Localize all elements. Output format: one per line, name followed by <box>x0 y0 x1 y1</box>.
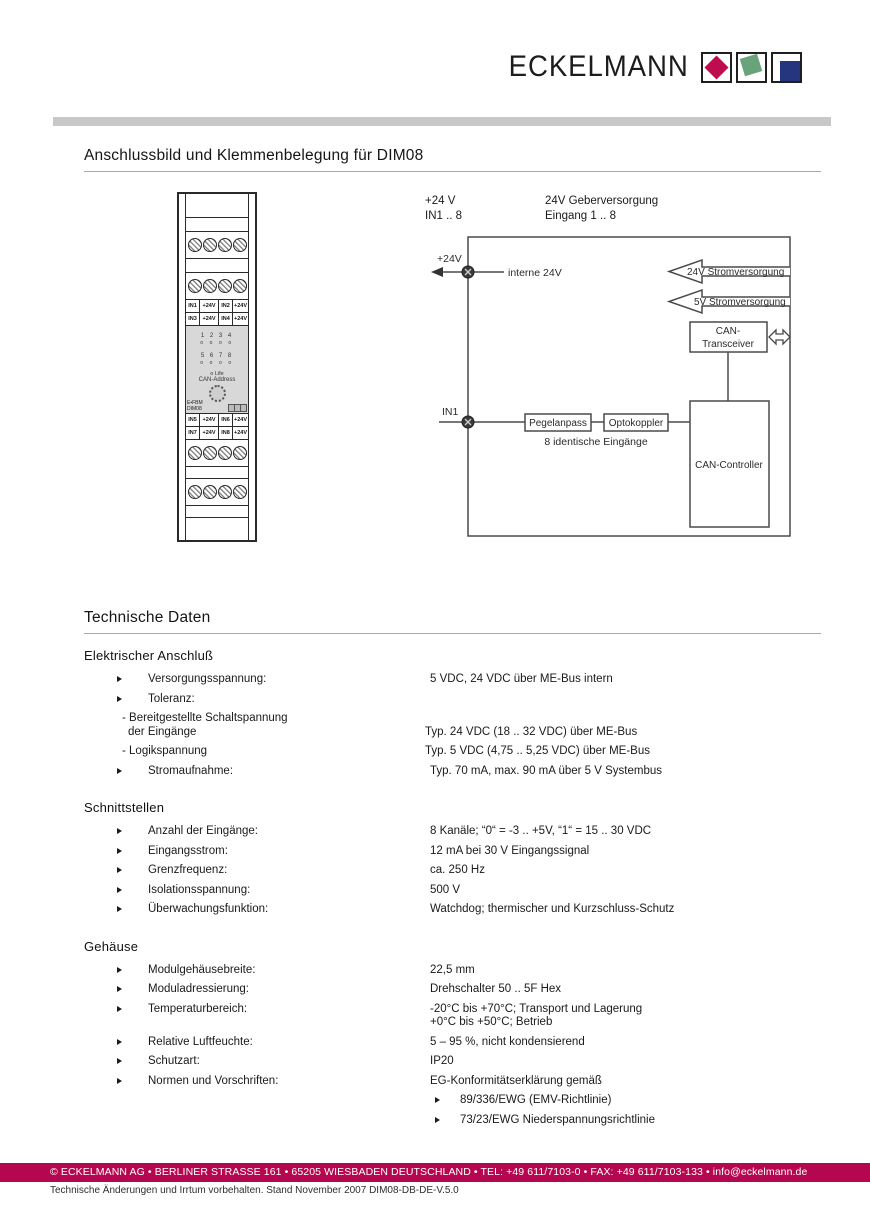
spec-row <box>84 825 821 839</box>
module-rail-left <box>179 194 186 540</box>
module-terminal-labels-top <box>186 300 248 326</box>
legend-row <box>425 209 658 224</box>
spec-label: Relative Luftfeuchte: <box>148 1035 253 1048</box>
spec-label: Temperaturbereich: <box>148 1002 248 1015</box>
can-address-label: CAN-Address <box>198 377 236 383</box>
supply-5v-label: 5V Stromversorgung <box>694 297 786 308</box>
terminal-label: +24V <box>200 313 218 325</box>
bullet-icon <box>117 696 128 702</box>
section-title-technische-daten: Technische Daten <box>84 609 821 634</box>
module-blank-section <box>186 218 248 232</box>
bullet-icon <box>117 828 128 834</box>
bullet-icon <box>117 676 128 682</box>
screw-terminal-icon <box>203 485 217 499</box>
subsection-title-schnittstellen: Schnittstellen <box>84 800 165 815</box>
spec-label: Grenzfrequenz: <box>148 864 228 876</box>
bullet-icon <box>117 1039 128 1045</box>
subsection-title-gehaeuse: Gehäuse <box>84 938 139 954</box>
legend-desc: Eingang 1 .. 8 <box>545 210 616 222</box>
screw-terminal-icon <box>188 279 202 293</box>
spec-value: Typ. 70 mA, max. 90 mA über 5 V Systembus <box>430 764 663 777</box>
subsection-title-elektrischer-anschluss: Elektrischer Anschluß <box>84 648 214 663</box>
can-transceiver-label-2: Transceiver <box>702 339 754 350</box>
terminal-label: IN8 <box>219 427 232 439</box>
module-blank-section <box>186 259 248 273</box>
screw-terminal-icon <box>218 485 232 499</box>
module-blank-section <box>186 194 248 218</box>
logo-square-navy-icon <box>771 52 802 83</box>
spec-subvalue: 89/336/EWG (EMV-Richtlinie) <box>460 1094 612 1106</box>
bullet-icon <box>117 1058 128 1064</box>
legend-desc: 24V Geberversorgung <box>545 195 659 207</box>
bullet-icon <box>435 1097 446 1103</box>
spec-label: - Logikspannung <box>122 745 208 757</box>
screw-terminal-icon <box>218 279 232 293</box>
bullet-icon <box>117 1006 128 1012</box>
life-led-label: o Life <box>210 371 224 377</box>
spec-label: Anzahl der Eingänge: <box>148 825 258 837</box>
optokoppler-label: Optokoppler <box>608 418 664 429</box>
module-blank-section <box>186 467 248 479</box>
spec-label: Versorgungsspannung: <box>148 673 267 685</box>
terminal-label: +24V <box>233 300 248 312</box>
signal-legend <box>425 194 658 224</box>
terminal-label: +24V <box>233 414 248 426</box>
spec-row <box>84 765 821 779</box>
terminal-label: IN7 <box>186 427 199 439</box>
spec-label: Eingangsstrom: <box>148 844 228 857</box>
logo-square-green-icon <box>736 52 767 83</box>
bullet-icon <box>117 768 128 774</box>
plus24v-label: +24V <box>437 253 462 265</box>
spec-value <box>430 1003 821 1030</box>
module-front-panel <box>186 326 248 414</box>
screw-terminal-icon <box>233 485 247 499</box>
spec-row <box>84 864 821 878</box>
can-controller-label: CAN-Controller <box>695 460 763 471</box>
spec-label <box>122 712 425 739</box>
spec-label: Stromaufnahme: <box>148 764 234 777</box>
logo-square-crimson-icon <box>701 52 732 83</box>
bullet-icon <box>117 867 128 873</box>
dim08-module-drawing <box>177 192 257 542</box>
spec-label: Modulgehäusebreite: <box>148 963 256 976</box>
spec-value: 5 VDC, 24 VDC über ME-Bus intern <box>430 673 613 685</box>
spec-row <box>84 1003 821 1030</box>
module-blank-section <box>186 506 248 518</box>
spec-subitem <box>84 1114 821 1128</box>
device-type-label <box>187 401 203 412</box>
spec-label: Schutzart: <box>148 1055 200 1067</box>
bullet-icon <box>435 1117 446 1123</box>
terminal-label: IN5 <box>186 414 199 426</box>
bullet-icon <box>117 848 128 854</box>
spec-label: Toleranz: <box>148 692 195 705</box>
spec-label: Moduladressierung: <box>148 983 250 995</box>
double-arrow-icon <box>769 330 790 344</box>
spec-value: Typ. 5 VDC (4,75 .. 5,25 VDC) über ME-Bus <box>425 745 650 757</box>
inputs-note-label: 8 identische Eingänge <box>544 436 648 448</box>
module-terminal-screws <box>186 479 248 506</box>
spec-value: Watchdog; thermischer und Kurzschluss-Schutz <box>430 903 675 915</box>
screw-terminal-icon <box>188 446 202 460</box>
module-terminal-screws <box>186 440 248 467</box>
terminal-label: +24V <box>200 414 218 426</box>
spec-row <box>84 1036 821 1050</box>
block-diagram <box>424 224 820 575</box>
spec-value: Drehschalter 50 .. 5F Hex <box>430 983 562 995</box>
spec-value: EG-Konformitätserklärung gemäß <box>430 1074 602 1087</box>
screw-terminal-icon <box>203 446 217 460</box>
bus-connector-icon <box>228 404 247 412</box>
device-name: DIM08 <box>187 405 202 412</box>
spec-label: Überwachungsfunktion: <box>148 903 269 915</box>
footer-revision-note: Technische Änderungen und Irrtum vorbehalten. Stand November 2007 DIM08-DB-DE-V.5.0 <box>50 1185 459 1196</box>
terminal-label: +24V <box>200 300 218 312</box>
screw-terminal-icon <box>233 279 247 293</box>
logo-squares-icon <box>697 52 802 83</box>
in1-label: IN1 <box>442 406 459 418</box>
legend-term: +24 V <box>425 195 456 207</box>
spec-value-line2: +0°C bis +50°C; Betrieb <box>430 1016 553 1028</box>
spec-value: 5 – 95 %, nicht kondensierend <box>430 1035 585 1048</box>
spec-label: Normen und Vorschriften: <box>148 1074 279 1087</box>
pegelanpass-label: Pegelanpass <box>529 418 587 429</box>
spec-row <box>84 693 821 707</box>
spec-row <box>84 845 821 859</box>
bullet-icon <box>117 906 128 912</box>
led-numbers-row2: 5 6 7 8 <box>200 353 234 359</box>
interne-24v-label: interne 24V <box>508 267 562 279</box>
led-indicators-row2: o o o o <box>200 360 234 366</box>
bullet-icon <box>117 887 128 893</box>
spec-label-line2: der Eingänge <box>128 725 197 738</box>
screw-terminal-icon <box>218 238 232 252</box>
terminal-label: IN3 <box>186 313 199 325</box>
terminal-label: IN2 <box>219 300 232 312</box>
terminal-label: IN6 <box>219 414 232 426</box>
screw-terminal-icon <box>188 238 202 252</box>
screw-terminal-icon <box>203 279 217 293</box>
spec-label: Isolationsspannung: <box>148 883 251 896</box>
terminal-label: +24V <box>200 427 218 439</box>
led-numbers-row1: 1 2 3 4 <box>200 333 234 339</box>
screw-terminal-icon <box>203 238 217 252</box>
header-divider-bar <box>53 117 831 126</box>
spec-label-line1: - Bereitgestellte Schaltspannung <box>122 712 288 724</box>
left-arrowhead-icon <box>431 267 443 277</box>
legend-term: IN1 .. 8 <box>425 210 463 222</box>
module-terminal-labels-bottom <box>186 414 248 440</box>
spec-value: 500 V <box>430 883 461 896</box>
spec-row <box>84 903 821 917</box>
bullet-icon <box>117 1078 128 1084</box>
bullet-icon <box>117 986 128 992</box>
screw-terminal-icon <box>218 446 232 460</box>
can-address-rotary-switch <box>209 385 226 402</box>
spec-row <box>84 983 821 997</box>
spec-row <box>84 712 821 739</box>
spec-value: 8 Kanäle; “0“ = -3 .. +5V, “1“ = 15 .. 30 VDC <box>430 825 652 837</box>
section-title-anschlussbild: Anschlussbild und Klemmenbelegung für DIM08 <box>84 147 821 172</box>
spec-row <box>84 673 821 687</box>
spec-subitem <box>84 1094 821 1108</box>
spec-row <box>84 1055 821 1069</box>
terminal-label: IN1 <box>186 300 199 312</box>
module-rail-right <box>248 194 255 540</box>
module-blank-section <box>186 518 248 540</box>
screw-terminal-icon <box>188 485 202 499</box>
spec-value: 12 mA bei 30 V Eingangssignal <box>430 844 590 857</box>
spec-value: Typ. 24 VDC (18 .. 32 VDC) über ME-Bus <box>425 725 638 738</box>
footer-address-bar: © ECKELMANN AG • BERLINER STRASSE 161 • 65205 WIESBADEN DEUTSCHLAND • TEL: +49 611/7103-0 • FAX: +49 611/7103-133 • info@eckelmann.de <box>0 1163 870 1182</box>
screw-terminal-icon <box>233 446 247 460</box>
spec-subvalue: 73/23/EWG Niederspannungsrichtlinie <box>460 1113 655 1126</box>
spec-value-line1: -20°C bis +70°C; Transport und Lagerung <box>430 1002 643 1015</box>
spec-row <box>84 1075 821 1089</box>
spec-value: 22,5 mm <box>430 963 475 976</box>
led-indicators-row1: o o o o <box>200 340 234 346</box>
spec-value: ca. 250 Hz <box>430 864 485 876</box>
spec-row <box>84 964 821 978</box>
spec-value: IP20 <box>430 1055 454 1067</box>
legend-row <box>425 194 658 209</box>
terminal-label: IN4 <box>219 313 232 325</box>
eckelmann-logo <box>493 50 802 84</box>
spec-row <box>84 884 821 898</box>
spec-row <box>84 745 821 759</box>
module-terminal-screws <box>186 232 248 259</box>
bullet-icon <box>117 967 128 973</box>
technical-data <box>84 648 821 1133</box>
terminal-label: +24V <box>233 313 248 325</box>
can-transceiver-label-1: CAN- <box>715 326 741 337</box>
logo-wordmark: ECKELMANN <box>508 50 689 83</box>
module-terminal-screws <box>186 273 248 300</box>
terminal-label: +24V <box>233 427 248 439</box>
block-diagram-svg <box>424 224 820 570</box>
device-family: E•FBM <box>187 400 203 406</box>
supply-24v-label: 24V Stromversorgung <box>687 267 785 278</box>
screw-terminal-icon <box>233 238 247 252</box>
